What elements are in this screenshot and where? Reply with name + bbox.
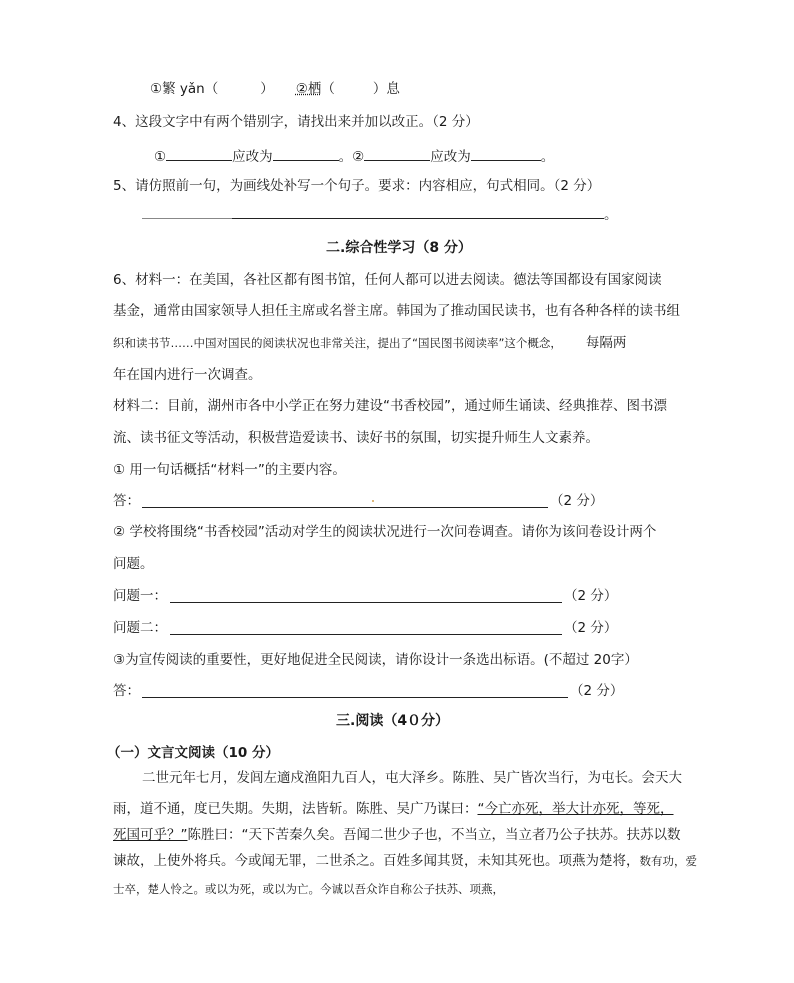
q4-blank-4[interactable]: [471, 146, 541, 161]
q6-sub3-answer-blank[interactable]: [142, 697, 568, 698]
q6-question1-score: （2 分）: [564, 588, 618, 604]
q4-period-1: 。: [338, 149, 353, 165]
q6-question2-label: 问题二：: [113, 620, 167, 636]
q6-question2-score: （2 分）: [564, 620, 618, 636]
q6-sub3-answer-label: 答：: [113, 683, 140, 699]
q6-m1-line3: [113, 334, 626, 352]
q6-m2-line2: 流、读书征文等活动，积极营造爱读书、读好书的氛围，切实提升师生人文素养。: [113, 430, 599, 446]
q4-prompt: 4、这段文字中有两个错别字，请找出来并加以改正。（2 分）: [113, 114, 479, 130]
q5-prompt: 5、请仿照前一句，为画线处补写一个句子。要求：内容相应，句式相同。（2 分）: [113, 178, 601, 194]
q6-m1-line1: 6、材料一：在美国，各社区都有图书馆，任何人都可以进去阅读。德法等国都设有国家阅读: [113, 272, 662, 288]
q3-item1-prefix: ①繁 yǎn（: [150, 81, 219, 97]
passage-line2-text: 雨，道不通，度已失期。失期，法皆斩。陈胜、吴广乃谋曰：: [113, 801, 478, 817]
q6-sub1: ① 用一句话概括“材料一”的主要内容。: [113, 462, 346, 478]
q3-line: [150, 80, 400, 98]
q5-answer-blank[interactable]: [232, 218, 604, 219]
q4-c2: ②: [352, 149, 365, 165]
stray-dot: [372, 500, 374, 502]
q5-period: 。: [604, 207, 618, 223]
section2-title: 二.综合性学习（8 分）: [326, 240, 472, 256]
passage-line4-text: 谏故，上使外将兵。今或闻无罪，二世杀之。百姓多闻其贤，未知其死也。项燕为楚将，: [113, 853, 640, 869]
q4-c1: ①: [154, 149, 167, 165]
q3-item2-paren-open: （: [321, 81, 335, 97]
q6-m1-line2: 基金，通常由国家领导人担任主席或名誉主席。韩国为了推动国民读书，也有各种各样的读书组: [113, 303, 680, 319]
q4-blank-2[interactable]: [273, 146, 339, 161]
q6-sub3-score: （2 分）: [570, 683, 624, 699]
q6-m1-line3b-text: 每隔两: [585, 335, 627, 351]
q6-sub1-answer-label: 答：: [113, 493, 140, 509]
passage-line2: [113, 800, 674, 818]
q4-blank-3[interactable]: [364, 146, 430, 161]
q4-change-2: 应改为: [430, 149, 471, 165]
q4-blank-1[interactable]: [166, 146, 232, 161]
passage-line1: 二世元年七月，发闾左適戍渔阳九百人，屯大泽乡。陈胜、吴广皆次当行，为屯长。会天大: [142, 770, 682, 786]
q6-m2-line1: 材料二：目前，湖州市各中小学正在努力建设“书香校园”，通过师生诵读、经典推荐、图书漂: [113, 398, 667, 414]
passage-line3-text: 陈胜曰：“天下苦秦久矣。吾闻二世少子也，不当立，当立者乃公子扶苏。扶苏以数: [187, 827, 681, 843]
section3-title: 三.阅读（4０分）: [336, 713, 450, 729]
q4-answer-line: [154, 146, 554, 166]
q6-sub3: ③为宣传阅读的重要性，更好地促进全民阅读，请你设计一条选出标语。(不超过 20字）: [113, 652, 638, 668]
passage-line4-small: 数有功，爱: [639, 854, 697, 868]
q3-item2-prefix: ②栖: [295, 81, 322, 97]
q6-sub2-line2: 问题。: [113, 556, 154, 572]
passage-line5: 士卒，楚人怜之。或以为死，或以为亡。今诚以吾众诈自称公子扶苏、项燕，: [113, 882, 504, 896]
q6-question1-label: 问题一：: [113, 588, 167, 604]
q4-change-1: 应改为: [232, 149, 273, 165]
reading-subtitle: （一）文言文阅读（10 分）: [107, 745, 279, 761]
q6-m1-line3-text: 织和读书节……中国对国民的阅读状况也非常关注，提出了“国民图书阅读率”这个概念，: [113, 336, 562, 350]
q4-period-2: 。: [540, 149, 555, 165]
q6-m1-line4: 年在国内进行一次调查。: [113, 367, 262, 383]
passage-line3-underlined: 死国可乎？”: [113, 827, 188, 843]
q5-prefix-line: [142, 218, 232, 219]
passage-line2-underlined: “今亡亦死，举大计亦死，等死，: [477, 801, 674, 817]
passage-line3: [113, 826, 681, 844]
q6-question2-blank[interactable]: [170, 634, 562, 635]
q6-sub2-line1: ② 学校将围绕“书香校园”活动对学生的阅读状况进行一次问卷调查。请你为该问卷设计两个: [113, 524, 657, 540]
q3-item1-suffix: ）: [260, 81, 274, 97]
q6-sub1-score: （2 分）: [550, 493, 604, 509]
passage-line4: [113, 852, 697, 870]
q3-item2-suffix: ）息: [372, 81, 400, 97]
q6-sub1-answer-blank[interactable]: [142, 507, 548, 508]
q6-question1-blank[interactable]: [170, 602, 562, 603]
